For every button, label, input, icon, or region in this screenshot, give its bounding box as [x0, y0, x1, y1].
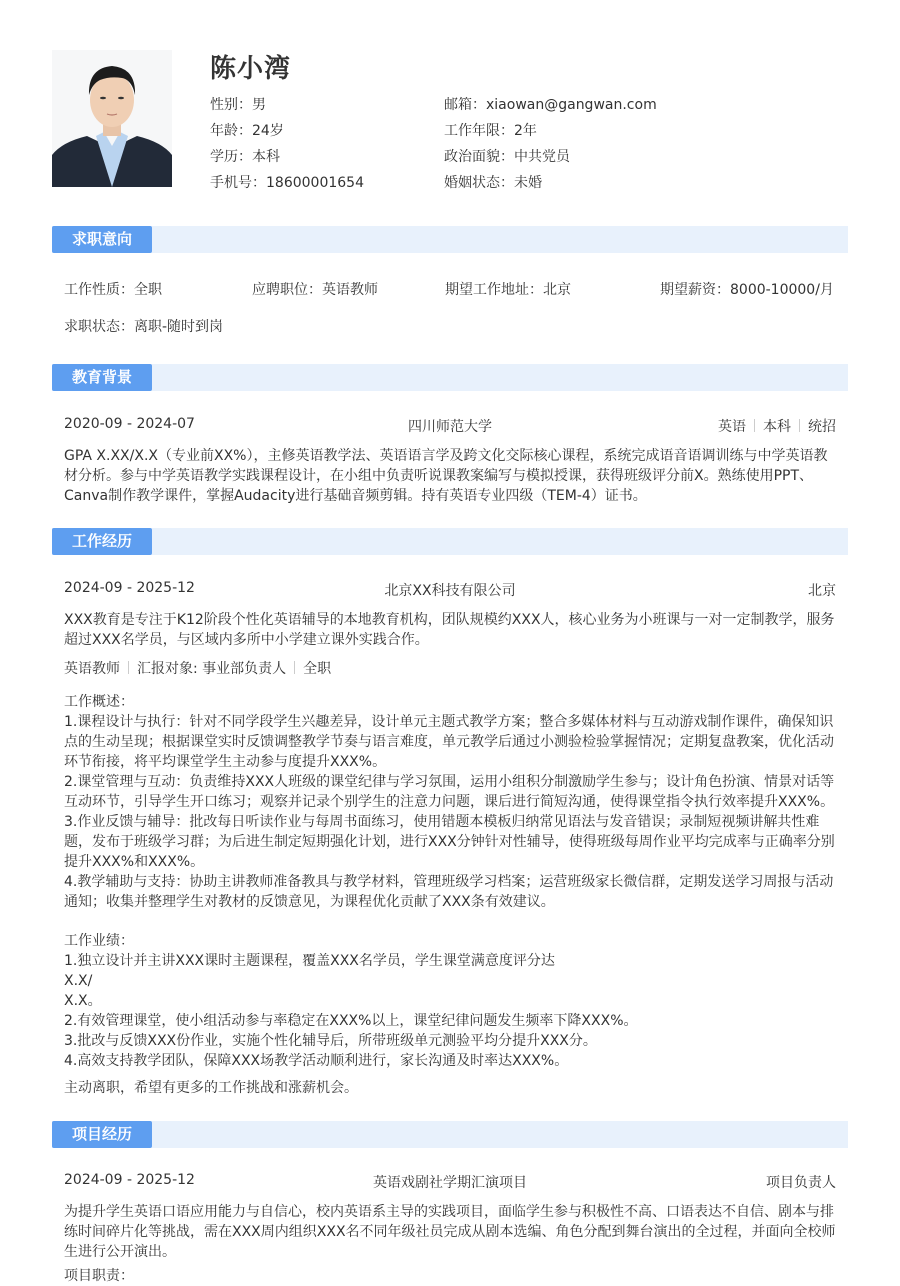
project-name: 英语戏剧社学期汇演项目: [373, 1175, 527, 1191]
achievement-item: 2.有效管理课堂，使小组活动参与率稳定在XXX%以上，课堂纪律问题发生频率下降XXX%。: [64, 1013, 638, 1029]
section-title: 项目经历: [52, 1121, 152, 1148]
work-period: 2024-09 - 2025-12: [64, 580, 195, 596]
section-header-work: [52, 528, 848, 555]
work-summary-item: 2.课堂管理与互动：负责维持XXX人班级的课堂纪律与学习氛围，运用小组积分制激励学生参与；设计角色扮演、情景对话等互动环节，引导学生开口练习；观察并记录个别学生的注意力问题，课后进行简短沟通，使得课堂指令执行效率提升XXX%。: [64, 774, 835, 810]
info-gender: 性别：男: [210, 97, 266, 113]
work-summary-item: 1.课程设计与执行：针对不同学段学生兴趣差异，设计单元主题式教学方案；整合多媒体材料与互动游戏制作课件，确保知识点的生动呈现；根据课堂实时反馈调整教学节奏与语言难度，单元教学后通过小测验检验掌握情况；定期复盘教案，优化活动环节衔接，将平均课堂学生主动参与度提升XXX%。: [64, 714, 834, 770]
achievement-item: 3.批改与反馈XXX份作业，实施个性化辅导后，所带班级单元测验平均分提升XXX分。: [64, 1033, 597, 1049]
info-age: 年龄：24岁: [210, 123, 284, 139]
project-description: 为提升学生英语口语应用能力与自信心，校内英语系主导的实践项目，面临学生参与积极性不高、口语表达不自信、剧本与排练时间碎片化等挑战，需在XXX周内组织XXX名不同年级社员完成从剧本选编、角色分配到舞台演出的全过程，并面向全校师生进行公开演出。: [64, 1204, 836, 1260]
work-city: 北京: [808, 583, 836, 599]
intent-position: 应聘职位：英语教师: [252, 282, 378, 298]
work-summary-title: 工作概述：: [64, 694, 134, 710]
work-summary-item: 3.作业反馈与辅导：批改每日听读作业与每周书面练习，使用错题本模板归纳常见语法与发音错误；录制短视频讲解共性难题，发布于班级学习群；为后进生制定短期强化计划，进行XXX分钟针对性辅导，使得班级每周作业平均完成率与正确率分别提升XXX%和XXX%。: [64, 814, 835, 870]
education-tags: 英语 本科 统招: [718, 419, 836, 435]
education-description: GPA X.XX/X.X（专业前XX%），主修英语教学法、英语语言学及跨文化交际核心课程，系统完成语音语调训练与中学英语教材分析。参与中学英语教学实践课程设计，在小组中负责听说课教案编写与模拟授课，获得班级评分前X。熟练使用PPT、Canva制作教学课件，掌握Audacity进行基础音频剪辑。持有英语专业四级（TEM-4）证书。: [64, 448, 828, 504]
achievement-item: X.X。: [64, 993, 102, 1009]
leave-reason: 主动离职，希望有更多的工作挑战和涨薪机会。: [64, 1080, 358, 1096]
project-row: [64, 1172, 836, 1192]
info-education: 学历：本科: [210, 149, 280, 165]
info-political-status: 政治面貌：中共党员: [444, 149, 570, 165]
section-header-project: [52, 1121, 848, 1148]
work-summary: [64, 692, 839, 912]
section-header-intent: [52, 226, 848, 253]
candidate-name: 陈小湾: [210, 54, 292, 84]
project-responsibilities-title: 项目职责：: [64, 1268, 134, 1284]
project-period: 2024-09 - 2025-12: [64, 1172, 195, 1188]
info-phone: 手机号：18600001654: [210, 175, 364, 191]
achievement-item: X.X/: [64, 973, 93, 989]
work-company: 北京XX科技有限公司: [384, 583, 516, 599]
divider: [799, 419, 800, 432]
section-title: 工作经历: [52, 528, 152, 555]
work-tags: 英语教师 汇报对象: 事业部负责人 全职: [64, 661, 332, 677]
info-work-years: 工作年限：2年: [444, 123, 537, 139]
intent-salary: 期望薪资：8000-10000/月: [660, 282, 834, 298]
intent-job-type: 工作性质：全职: [64, 282, 162, 298]
work-achievements-title: 工作业绩：: [64, 933, 134, 949]
education-period: 2020-09 - 2024-07: [64, 416, 195, 432]
work-achievements: [64, 931, 839, 1071]
work-row: [64, 580, 836, 600]
education-school: 四川师范大学: [408, 419, 492, 435]
section-title: 教育背景: [52, 364, 152, 391]
intent-status: 求职状态：离职-随时到岗: [64, 319, 224, 335]
intent-location: 期望工作地址：北京: [445, 282, 571, 298]
divider: [294, 661, 295, 674]
divider: [128, 661, 129, 674]
achievement-item: 1.独立设计并主讲XXX课时主题课程，覆盖XXX名学员，学生课堂满意度评分达: [64, 953, 555, 969]
person-photo-icon: [52, 50, 172, 187]
company-intro: XXX教育是专注于K12阶段个性化英语辅导的本地教育机构，团队规模约XXX人，核心业务为小班课与一对一定制教学，服务超过XXX名学员，与区域内多所中小学建立课外实践合作。: [64, 612, 835, 648]
divider: [754, 419, 755, 432]
info-marital-status: 婚姻状态：未婚: [444, 175, 542, 191]
achievement-item: 4.高效支持教学团队，保障XXX场教学活动顺利进行，家长沟通及时率达XXX%。: [64, 1053, 569, 1069]
profile-photo: [52, 50, 172, 187]
education-row: [64, 416, 836, 436]
section-title: 求职意向: [52, 226, 152, 253]
info-email: 邮箱：xiaowan@gangwan.com: [444, 97, 657, 113]
project-role: 项目负责人: [766, 1175, 836, 1191]
work-summary-item: 4.教学辅助与支持：协助主讲教师准备教具与教学材料，管理班级学习档案；运营班级家长微信群，定期发送学习周报与活动通知；收集并整理学生对教材的反馈意见，为课程优化贡献了XXX条有效建议。: [64, 874, 834, 910]
section-header-education: [52, 364, 848, 391]
